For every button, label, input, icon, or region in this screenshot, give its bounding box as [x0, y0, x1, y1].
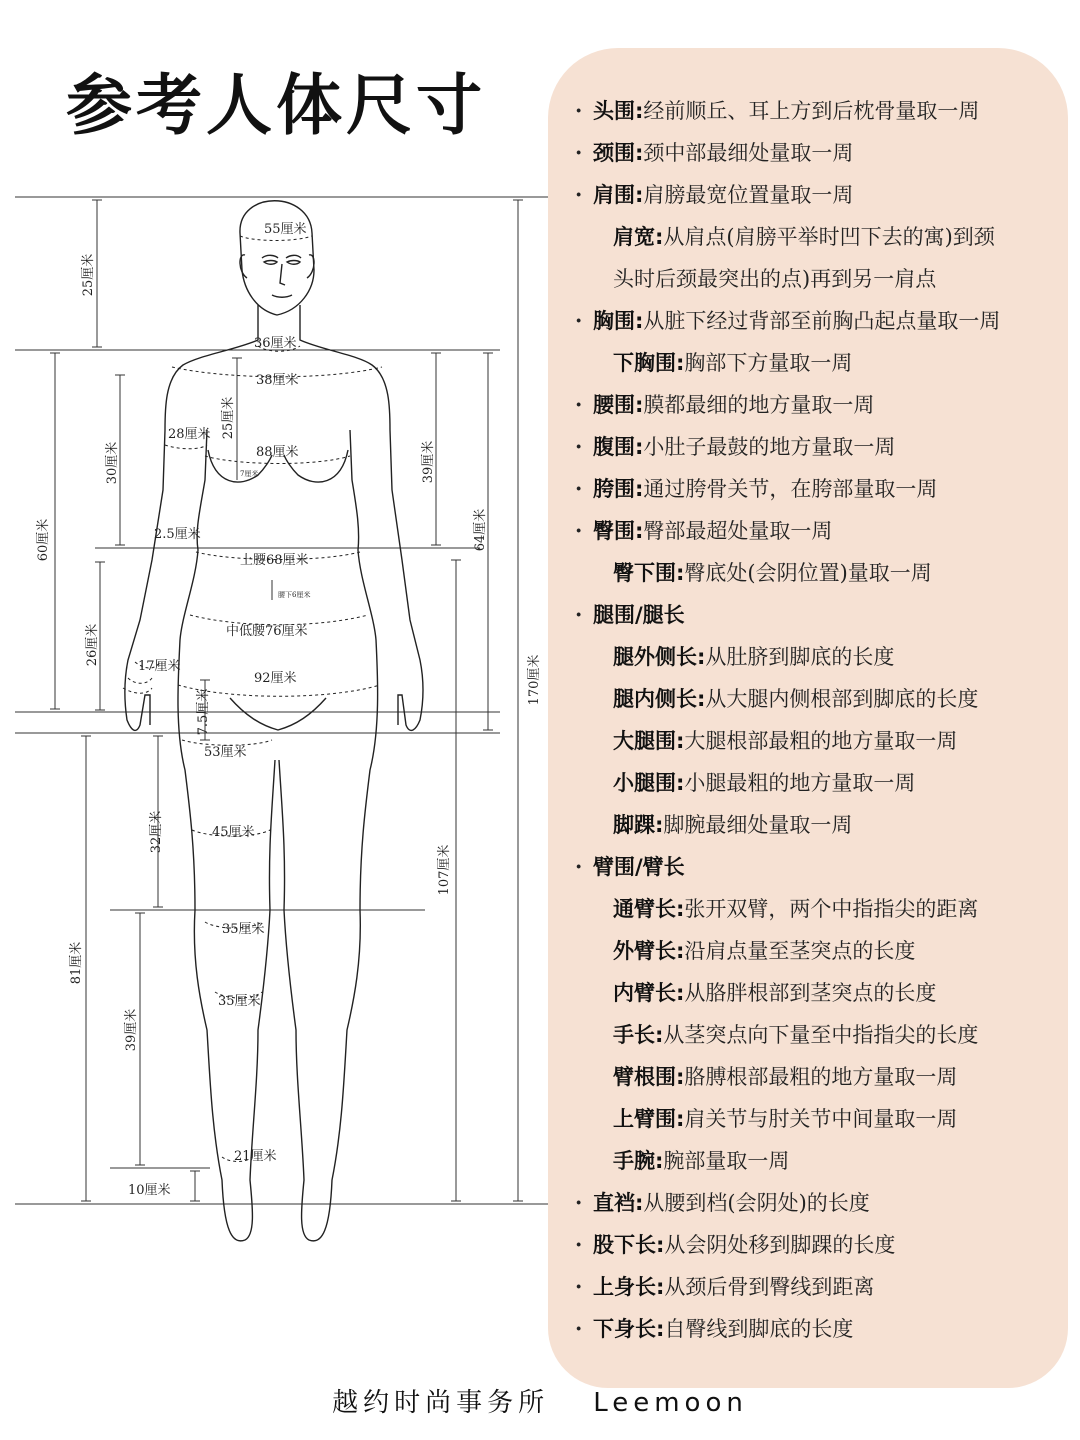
label-knee: 35厘米 — [222, 922, 265, 937]
definition-item — [575, 552, 1075, 594]
definition-desc: 头时后颈最突出的点)再到另一肩点 — [613, 267, 937, 291]
definition-term: 手腕: — [613, 1149, 664, 1173]
body-figure-diagram — [0, 150, 560, 1270]
definition-item — [575, 132, 1075, 174]
circumference-lines — [123, 236, 382, 1162]
label-head-height: 25厘米 — [81, 253, 96, 297]
definition-item — [575, 1098, 1075, 1140]
label-mid-thigh: 45厘米 — [212, 825, 255, 840]
definition-desc: 从肩点(肩膀平举时凹下去的寓)到颈 — [663, 225, 995, 249]
definition-term: 内臂长: — [613, 981, 685, 1005]
page-title: 参考人体尺寸 — [66, 67, 486, 144]
definition-term: 手长: — [613, 1023, 664, 1047]
definition-term: 大腿围: — [613, 729, 685, 753]
label-shoulder-to-crotch: 64厘米 — [473, 508, 488, 552]
definition-item — [575, 762, 1075, 804]
definition-item — [575, 1182, 1075, 1224]
definition-item — [575, 1224, 1075, 1266]
footer-brand: Leemoon — [593, 1388, 748, 1418]
definitions-list — [575, 90, 1075, 1350]
definition-desc: 腕部量取一周 — [663, 1149, 790, 1173]
definition-term: 下身长: — [593, 1317, 665, 1341]
definition-item — [575, 300, 1075, 342]
definition-term: 股下长: — [593, 1233, 665, 1257]
bullet-dot-icon: · — [575, 1316, 583, 1341]
definition-item — [575, 804, 1075, 846]
definition-desc: 脚腕最细处量取一周 — [663, 813, 853, 837]
label-shoulder-circ: 38厘米 — [256, 373, 299, 388]
label-leg-inner: 81厘米 — [69, 941, 84, 985]
definition-desc: 胸部下方量取一周 — [684, 351, 853, 375]
definition-desc: 膜都最细的地方量取一周 — [643, 393, 875, 417]
definition-term: 外臂长: — [613, 939, 685, 963]
definition-desc: 从脏下经过背部至前胸凸起点量取一周 — [643, 309, 1001, 333]
definition-item — [575, 930, 1075, 972]
label-shoulder-to-bust: 25厘米 — [221, 396, 236, 440]
definition-desc: 臀底处(会阴位置)量取一周 — [684, 561, 932, 585]
definition-item — [575, 846, 1075, 888]
definition-desc: 从腰到档(会阴处)的长度 — [643, 1191, 870, 1215]
definition-desc: 从颈后骨到臀线到距离 — [664, 1275, 875, 1299]
label-rise: 7.5厘米 — [196, 688, 211, 736]
definition-term: 脚踝: — [613, 813, 664, 837]
label-thigh-length: 32厘米 — [149, 810, 164, 854]
label-bust-to-hip: 39厘米 — [421, 440, 436, 484]
definition-term: 腰围: — [593, 393, 644, 417]
definition-item — [575, 174, 1075, 216]
definition-item — [575, 636, 1075, 678]
definition-term: 小腿围: — [613, 771, 685, 795]
definition-term: 腿围/腿长 — [593, 603, 685, 627]
definition-term: 臀围: — [593, 519, 644, 543]
bullet-dot-icon: · — [575, 98, 583, 123]
label-neck-circ: 36厘米 — [254, 336, 297, 351]
definition-term: 头围: — [593, 99, 644, 123]
label-chest-depth: 30厘米 — [105, 441, 120, 485]
definition-term: 臂围/臂长 — [593, 855, 685, 879]
bullet-dot-icon: · — [575, 308, 583, 333]
definition-item — [575, 678, 1075, 720]
definition-desc: 自臀线到脚底的长度 — [664, 1317, 854, 1341]
definition-item — [575, 510, 1075, 552]
definition-desc: 从会阴处移到脚踝的长度 — [664, 1233, 896, 1257]
label-wrist: 2.5厘米 — [154, 527, 201, 542]
label-hand: 17厘米 — [138, 659, 181, 674]
label-lower-leg: 39厘米 — [124, 1008, 139, 1052]
label-hip: 92厘米 — [254, 671, 297, 686]
footer — [0, 1382, 1080, 1419]
label-total-height: 170厘米 — [527, 654, 542, 706]
definition-item — [575, 90, 1075, 132]
label-waist-drop: 腰下6厘米 — [278, 591, 311, 599]
definition-term: 通臂长: — [613, 897, 685, 921]
definition-desc: 从大腿内侧根部到脚底的长度 — [705, 687, 979, 711]
definition-term: 腹围: — [593, 435, 644, 459]
label-foot: 10厘米 — [128, 1183, 171, 1198]
definition-desc: 胳膊根部最粗的地方量取一周 — [684, 1065, 958, 1089]
definition-desc: 臀部最超处量取一周 — [643, 519, 833, 543]
definition-item — [575, 888, 1075, 930]
bullet-dot-icon: · — [575, 434, 583, 459]
bullet-dot-icon: · — [575, 1274, 583, 1299]
label-waist-to-hip: 26厘米 — [85, 623, 100, 667]
label-ankle: 21厘米 — [234, 1149, 277, 1164]
bullet-dot-icon: · — [575, 392, 583, 417]
label-torso-left: 60厘米 — [36, 518, 51, 562]
bullet-dot-icon: · — [575, 602, 583, 627]
definition-term: 肩围: — [593, 183, 644, 207]
definition-item — [575, 258, 1075, 300]
definition-item — [575, 720, 1075, 762]
definition-desc: 从茎突点向下量至中指指尖的长度 — [663, 1023, 979, 1047]
footer-studio: 越约时尚事务所 — [332, 1388, 550, 1418]
label-head-circ: 55厘米 — [264, 222, 307, 237]
definition-term: 上臂围: — [613, 1107, 685, 1131]
definition-item — [575, 384, 1075, 426]
definition-term: 胸围: — [593, 309, 644, 333]
definition-term: 腿内侧长: — [613, 687, 706, 711]
figure-outline — [125, 201, 423, 1241]
definition-desc: 从胳胖根部到茎突点的长度 — [684, 981, 937, 1005]
definition-item — [575, 972, 1075, 1014]
definition-desc: 张开双臂，两个中指指尖的距离 — [684, 897, 979, 921]
definition-term: 肩宽: — [613, 225, 664, 249]
definition-item — [575, 468, 1075, 510]
definition-desc: 经前顺丘、耳上方到后枕骨量取一周 — [643, 99, 980, 123]
label-leg-total: 107厘米 — [437, 844, 452, 896]
definition-term: 上身长: — [593, 1275, 665, 1299]
label-bust: 88厘米 — [256, 445, 299, 460]
definition-item — [575, 342, 1075, 384]
definition-desc: 颈中部最细处量取一周 — [643, 141, 854, 165]
definition-desc: 肩关节与肘关节中间量取一周 — [684, 1107, 958, 1131]
label-thigh: 53厘米 — [204, 745, 247, 760]
definition-term: 腿外侧长: — [613, 645, 706, 669]
label-upper-arm: 28厘米 — [168, 427, 211, 442]
definition-desc: 小腿最粗的地方量取一周 — [684, 771, 916, 795]
definition-desc: 从肚脐到脚底的长度 — [705, 645, 895, 669]
bullet-dot-icon: · — [575, 518, 583, 543]
definition-item — [575, 426, 1075, 468]
definition-term: 下胸围: — [613, 351, 685, 375]
definition-item — [575, 1014, 1075, 1056]
definition-term: 直裆: — [593, 1191, 644, 1215]
label-under-bust-gap: 7厘米 — [240, 470, 259, 478]
definition-term: 胯围: — [593, 477, 644, 501]
bullet-dot-icon: · — [575, 182, 583, 207]
bullet-dot-icon: · — [575, 1190, 583, 1215]
body-figure-svg — [0, 150, 560, 1270]
bullet-dot-icon: · — [575, 1232, 583, 1257]
label-mid-low-waist: 中低腰76厘米 — [226, 624, 308, 639]
definition-item — [575, 1056, 1075, 1098]
definition-desc: 通过胯骨关节，在胯部量取一周 — [643, 477, 938, 501]
definition-item — [575, 594, 1075, 636]
label-calf: 35厘米 — [218, 994, 261, 1009]
bullet-dot-icon: · — [575, 854, 583, 879]
definition-term: 臀下围: — [613, 561, 685, 585]
bullet-dot-icon: · — [575, 140, 583, 165]
definition-desc: 沿肩点量至茎突点的长度 — [684, 939, 916, 963]
definition-term: 颈围: — [593, 141, 644, 165]
definition-item — [575, 216, 1075, 258]
definition-item — [575, 1266, 1075, 1308]
definition-item — [575, 1308, 1075, 1350]
bullet-dot-icon: · — [575, 476, 583, 501]
definition-desc: 小肚子最鼓的地方量取一周 — [643, 435, 896, 459]
definition-desc: 肩膀最宽位置量取一周 — [643, 183, 854, 207]
definition-item — [575, 1140, 1075, 1182]
definition-desc: 大腿根部最粗的地方量取一周 — [684, 729, 958, 753]
label-upper-waist: 上腰68厘米 — [240, 553, 309, 568]
definition-term: 臂根围: — [613, 1065, 685, 1089]
